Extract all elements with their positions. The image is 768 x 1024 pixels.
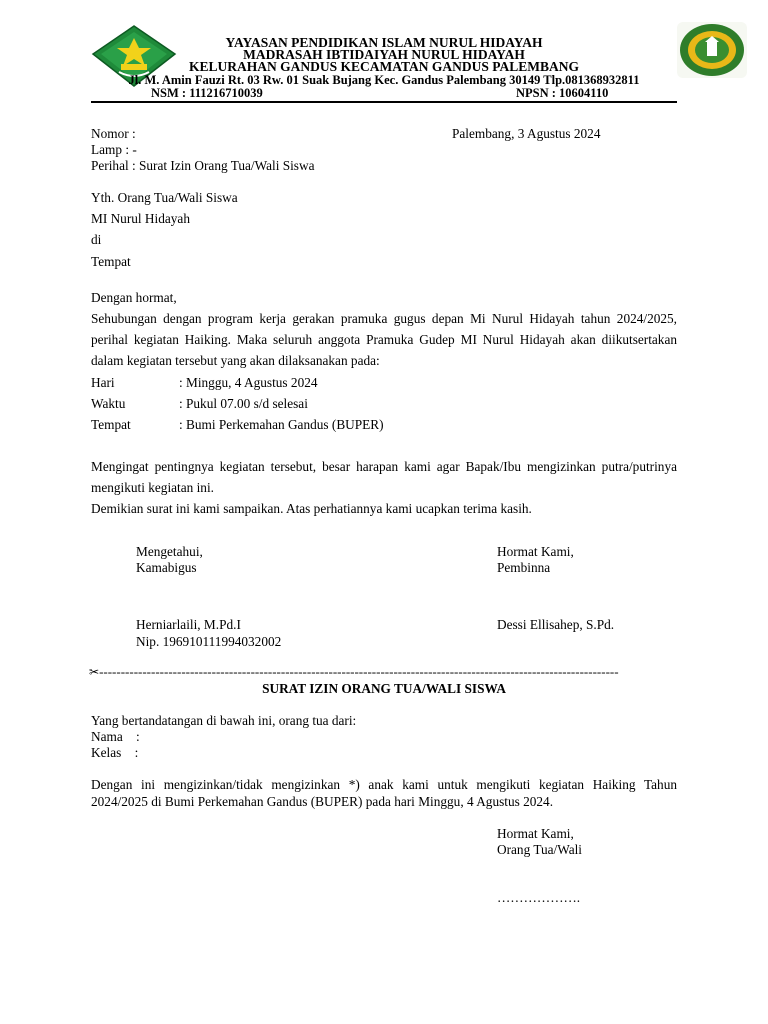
slip-nama: Nama : [91,729,140,744]
header-rule [91,101,677,103]
recipient-line: MI Nurul Hidayah [91,211,190,226]
slip-body: Dengan ini mengizinkan/tidak mengizinkan *) anak kami untuk mengikuti kegiatan Haiking Tahun 2024/2025 di Bumi Perkemahan Gandus (BUPER) pada hari Minggu, 4 Agustus 2024. [91,777,677,809]
scissors-icon: ✂ [89,665,100,679]
sign-right-line1: Hormat Kami, [497,544,574,559]
sign-right-line2: Pembinna [497,560,551,575]
slip-title: SURAT IZIN ORANG TUA/WALI SISWA [262,681,506,696]
header-address: Jl. M. Amin Fauzi Rt. 03 Rw. 01 Suak Bujang Kec. Gandus Palembang 30149 Tlp.081368932811 [128,73,640,87]
body-paragraph-2: Mengingat pentingnya kegiatan tersebut, besar harapan kami agar Bapak/Ibu mengizinkan putra/putrinya mengikuti kegiatan ini. [91,459,677,495]
sign-right-name: Dessi Ellisahep, S.Pd. [497,617,615,632]
header-madrasah: MADRASAH IBTIDAIYAH NURUL HIDAYAH [243,47,525,62]
cut-dashes: ------------------------------------------------------------------------------------------------------------------------ [99,664,619,679]
slip-intro: Yang bertandatangan di bawah ini, orang tua dari: [91,713,357,728]
body-paragraph-1: Sehubungan dengan program kerja gerakan pramuka gugus depan Mi Nurul Hidayah tahun 2024/2025, perihal kegiatan Haiking. Maka seluruh anggota Pramuka Gudep MI Nurul Hidayah akan diikutsertakan dalam kegiatan tersebut yang akan dilaksanakan pada: [91,311,677,368]
detail-label: Tempat [91,417,131,432]
detail-label: Hari [91,375,115,390]
place-date: Palembang, 3 Agustus 2024 [452,126,601,141]
sign-left-line1: Mengetahui, [136,544,203,559]
lampiran: Lamp : - [91,142,137,157]
slip-sign-line2: Orang Tua/Wali [497,842,582,857]
header-kelurahan: KELURAHAN GANDUS KECAMATAN GANDUS PALEMBANG [188,59,579,74]
recipient-line: di [91,232,102,247]
detail-label: Waktu [91,396,126,411]
detail-value: : Pukul 07.00 s/d selesai [179,396,308,411]
detail-value: : Minggu, 4 Agustus 2024 [179,375,318,390]
recipient-line: Tempat [91,254,131,269]
slip-signature-dots: ………………. [497,890,581,905]
header-foundation: YAYASAN PENDIDIKAN ISLAM NURUL HIDAYAH [225,35,543,50]
header-npsn: NPSN : 10604110 [516,86,609,100]
recipient-line: Yth. Orang Tua/Wali Siswa [91,190,238,205]
slip-sign-line1: Hormat Kami, [497,826,574,841]
sign-left-name: Herniarlaili, M.Pd.I [136,617,241,632]
nomor: Nomor : [91,126,136,141]
cut-line [89,664,679,680]
slip-kelas: Kelas : [91,745,139,760]
perihal: Perihal : Surat Izin Orang Tua/Wali Siswa [91,158,315,173]
closing-line: Demikian surat ini kami sampaikan. Atas perhatiannya kami ucapkan terima kasih. [91,501,532,516]
greeting: Dengan hormat, [91,290,177,305]
sign-left-line2: Kamabigus [136,560,197,575]
sign-left-nip: Nip. 196910111994032002 [136,634,282,649]
detail-value: : Bumi Perkemahan Gandus (BUPER) [179,417,384,432]
header-nsm: NSM : 111216710039 [151,86,263,100]
